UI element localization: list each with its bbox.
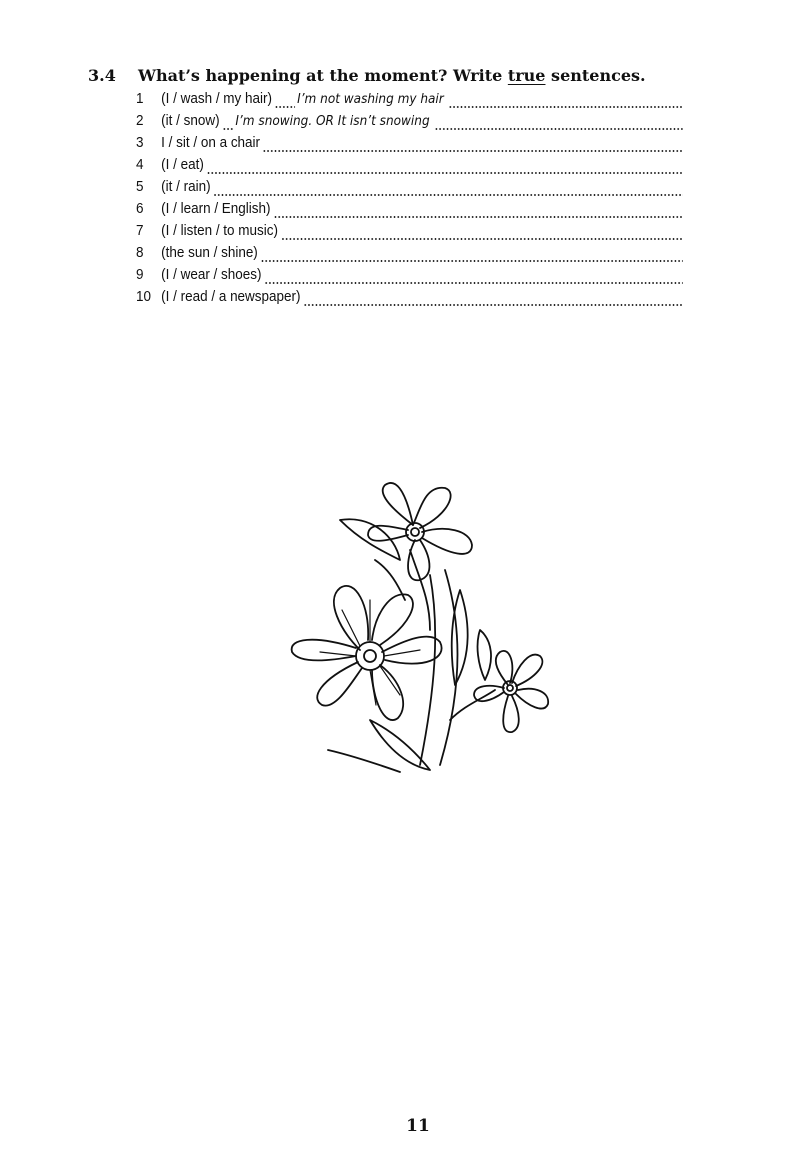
item-prompt: I / sit / on a chair <box>161 135 261 151</box>
exercise-item <box>136 201 683 223</box>
exercise-number: 3.4 <box>88 66 116 85</box>
item-number: 3 <box>136 135 144 151</box>
answer-dots[interactable] <box>213 194 682 196</box>
item-number: 8 <box>136 245 144 261</box>
exercise-item <box>136 113 683 135</box>
item-prompt: (it / snow) <box>161 113 220 129</box>
exercise-item <box>136 289 683 311</box>
item-prompt: (I / learn / English) <box>161 201 271 217</box>
answer-dots[interactable] <box>303 304 683 306</box>
flower-illustration-icon <box>280 480 560 780</box>
answer-dots <box>434 128 683 130</box>
exercise-heading <box>88 66 646 85</box>
exercise-item <box>136 157 683 179</box>
item-number: 6 <box>136 201 144 217</box>
exercise-item <box>136 245 683 267</box>
item-number: 7 <box>136 223 144 239</box>
exercise-item <box>136 267 683 289</box>
answer-dots[interactable] <box>207 172 683 174</box>
answer-dots[interactable] <box>264 282 683 284</box>
answer-dots[interactable] <box>273 216 683 218</box>
item-answer[interactable]: I’m not washing my hair <box>297 92 444 107</box>
item-prompt: (I / wear / shoes) <box>161 267 262 283</box>
answer-dots[interactable] <box>281 238 683 240</box>
item-number: 9 <box>136 267 144 283</box>
exercise-item <box>136 223 683 245</box>
item-prompt: (I / read / a newspaper) <box>161 289 301 305</box>
page-number: 11 <box>406 1116 430 1136</box>
item-prompt: (I / wash / my hair) <box>161 91 273 107</box>
exercise-item <box>136 179 683 201</box>
answer-dots[interactable] <box>261 260 683 262</box>
exercise-item <box>136 135 683 157</box>
item-prompt: (I / listen / to music) <box>161 223 279 239</box>
answer-dots <box>448 106 682 108</box>
item-number: 5 <box>136 179 144 195</box>
item-number: 1 <box>136 91 144 107</box>
instruction-text-start: What’s happening at the moment? Write <box>138 66 508 85</box>
answer-dots <box>275 106 295 108</box>
item-prompt: (it / rain) <box>161 179 211 195</box>
exercise-item <box>136 91 683 113</box>
item-prompt: (the sun / shine) <box>161 245 258 261</box>
item-number: 4 <box>136 157 144 173</box>
item-prompt: (I / eat) <box>161 157 204 173</box>
answer-dots <box>222 128 233 130</box>
instruction-underlined-word: true <box>507 66 546 85</box>
instruction-text-end: sentences. <box>545 66 646 85</box>
item-number: 10 <box>136 289 152 305</box>
item-answer[interactable]: I’m snowing. OR It isn’t snowing <box>235 114 430 129</box>
item-number: 2 <box>136 113 144 129</box>
answer-dots[interactable] <box>263 150 683 152</box>
